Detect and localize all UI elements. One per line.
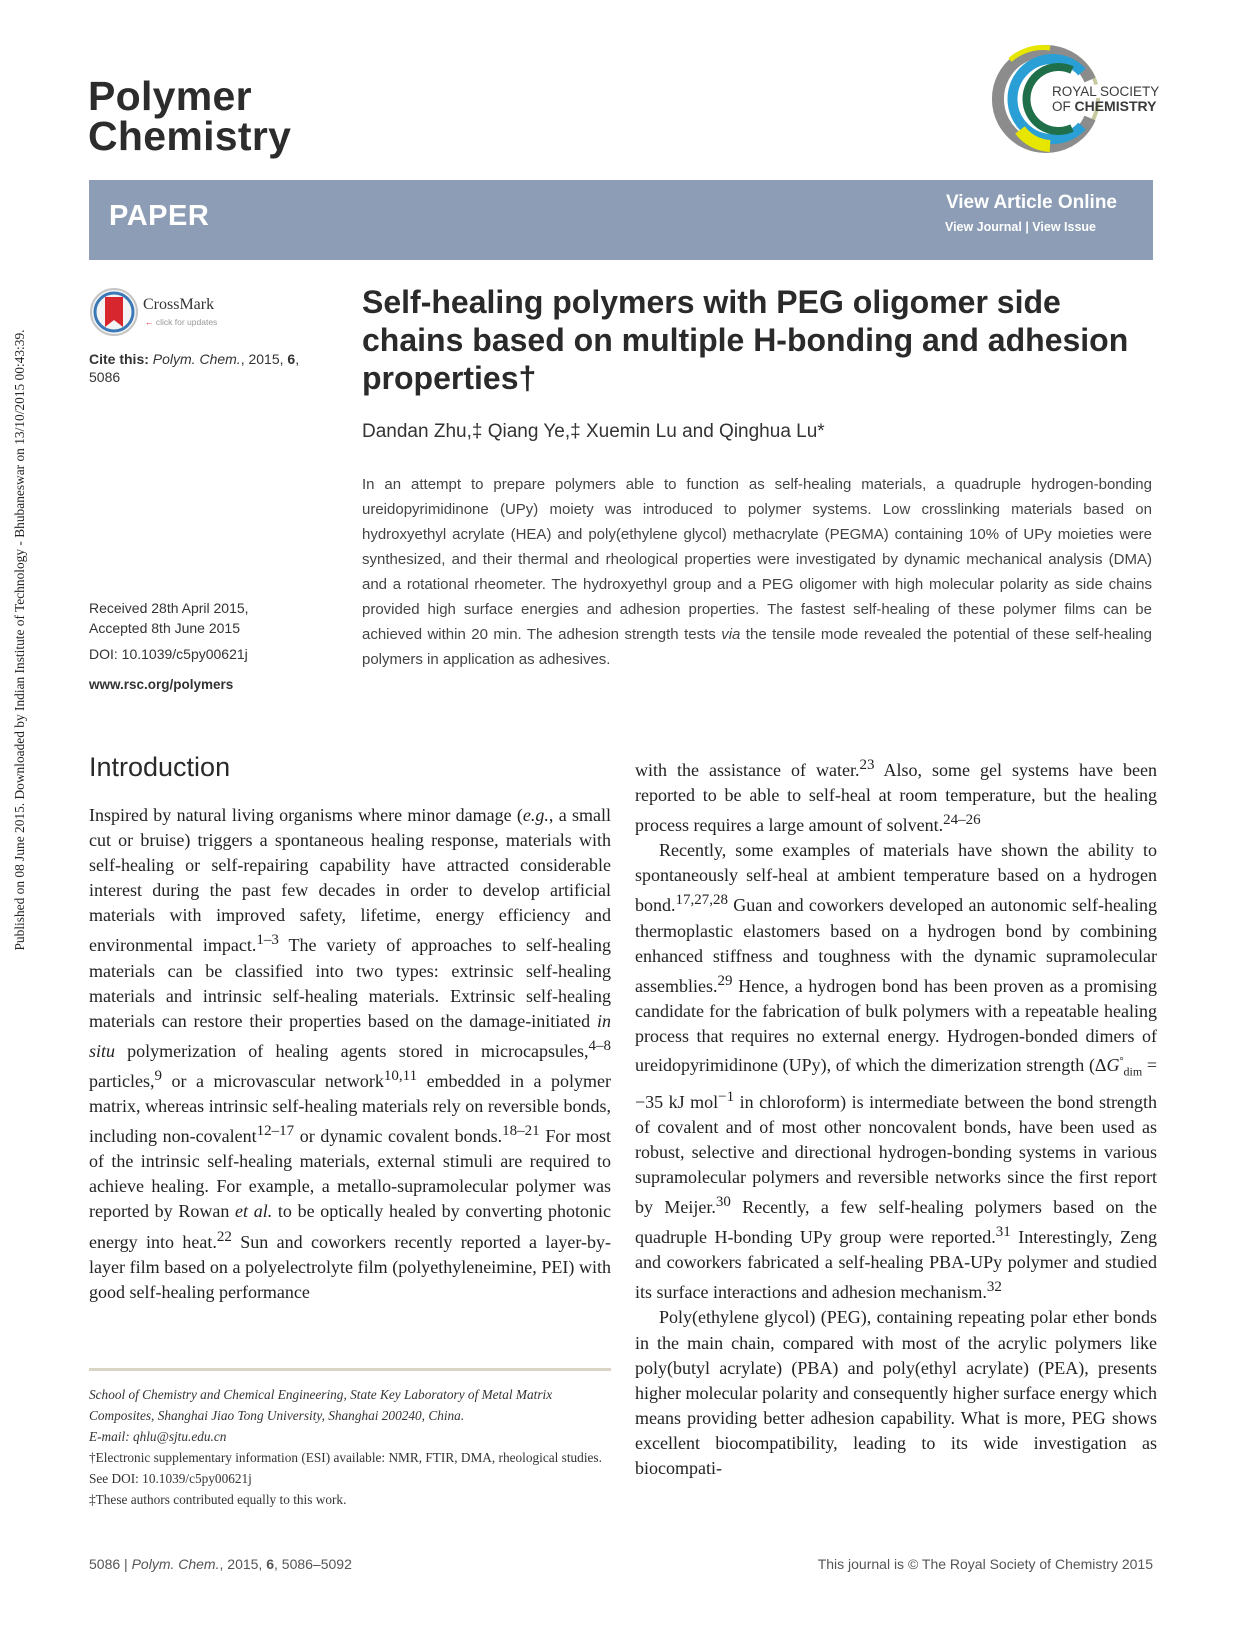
citation-ref[interactable]: 29 <box>717 972 733 989</box>
intro-paragraph: Recently, some examples of materials have shown the ability to spontaneously self-heal at ambient temperature based on a hydrogen bond.$^{17,27,28}$ Guan and coworkers developed an autonomic self-healing thermoplastic elastomers based on a hydrogen bond by combining enhanced stiffness and toughness with the dynamic supramolecular assemblies.$^{29}$ Hence, a hydrogen bond has been proven as a promising candidate for the fabrication of bulk polymers with a repeatable healing process that requires no external energy. Hydrogen-bonded dimers of ureidopyrimidinone (UPy), of which the dimerization strength ($\Delta G^\circ_{dim} = -35$ kJ mol$^{-1}$ in chloroform) is intermediate between the bond strength of covalent and of most other noncovalent bonds, have been used as robust, selective and directional hydrogen-bonding systems in various supramolecular polymers and reversible networks since the first report by Meijer.$^{30}$ Recently, a few self-healing polymers based on the quadruple H-bonding UPy group were reported.$^{31}$ Interestingly, Zeng and coworkers fabricated a self-healing PBA-UPy polymer and studied its surface interactions and adhesion mechanism.$^{32}$ <box>635 840 1157 1303</box>
journal-website-link[interactable]: www.rsc.org/polymers <box>89 677 234 692</box>
cite-label: Cite this: <box>89 351 149 367</box>
cite-sep: , <box>295 351 300 367</box>
introduction-heading: Introduction <box>89 752 231 782</box>
citation-ref[interactable]: 18–21 <box>502 1123 540 1140</box>
contact-email[interactable]: E-mail: qhlu@sjtu.edu.cn <box>89 1429 227 1444</box>
intro-paragraph: with the assistance of water.$^{23}$ Also, some gel systems have been reported to be able to self-heal at room temperature, but the healing process requires a large amount of solvent.$^{24-26}$ <box>635 757 1157 836</box>
abstract <box>362 472 1152 672</box>
doi: DOI: 10.1039/c5py00621j <box>89 646 248 662</box>
copyright-notice: This journal is © The Royal Society of Chemistry 2015 <box>817 1556 1153 1572</box>
equal-contribution-note: ‡These authors contributed equally to this work. <box>89 1492 347 1507</box>
citation-ref[interactable]: 17,27,28 <box>675 892 728 909</box>
journal-name-line1: Polymer <box>88 73 252 119</box>
page-number: 5086 <box>89 1556 121 1572</box>
view-article-online-link[interactable]: View Article Online <box>945 192 1117 213</box>
view-links-separator: | <box>1021 220 1033 234</box>
journal-name <box>88 73 292 159</box>
footnote-divider <box>89 1368 611 1371</box>
received-date: Received 28th April 2015, <box>89 600 249 616</box>
rsc-logo-of: OF <box>1052 99 1075 114</box>
article-type-banner <box>89 180 1153 260</box>
citation-ref[interactable]: 31 <box>995 1224 1011 1241</box>
citation-ref[interactable]: 24–26 <box>943 812 981 829</box>
abstract-part1: In an attempt to prepare polymers able to function as self-healing materials, a quadruple hydrogen-bonding ureidopyrimidinone (UPy) moiety was introduced to polymer systems. Low crosslinking materials based on hydroxyethyl acrylate (HEA) and poly(ethylene glycol) methacrylate (PEGMA) containing 10% of UPy moieties were synthesized, and their thermal and rheological properties were investigated by dynamic mechanical analysis (DMA) and a rotational rheometer. The hydroxyethyl group and a PEG oligomer with high molecular polarity as side chains provided high surface energies and adhesion properties. The fastest self-healing of these polymer films can be achieved within 20 min. The adhesion strength tests <box>362 476 1152 643</box>
download-stamp <box>8 240 32 1040</box>
rsc-logo-text <box>1052 84 1159 114</box>
journal-name-line2: Chemistry <box>88 113 292 159</box>
citation-ref[interactable]: 23 <box>859 757 875 773</box>
citation-ref[interactable]: 30 <box>715 1194 731 1211</box>
intro-left-column <box>89 803 611 1305</box>
crossmark-subtitle: ← click for updates <box>145 317 218 327</box>
authors: Dandan Zhu,‡ Qiang Ye,‡ Xuemin Lu and Qinghua Lu* <box>362 421 825 442</box>
view-journal-link[interactable]: View Journal <box>944 220 1022 234</box>
citation-ref[interactable]: 22 <box>216 1228 232 1245</box>
rsc-logo-line2 <box>1052 99 1159 114</box>
footer-journal: Polym. Chem. <box>131 1556 220 1572</box>
intro-right-column <box>635 753 1157 1481</box>
cite-year: , 2015, <box>240 351 288 367</box>
cite-journal: Polym. Chem. <box>152 351 241 367</box>
intro-paragraph: Inspired by natural living organisms where minor damage (e.g., a small cut or bruise) triggers a spontaneous healing response, materials with self-healing or self-repairing capability have attracted considerable interest during the past few decades in order to develop artificial materials with improved safety, lifetime, energy efficiency and environmental impact.$^{1-3}$ The variety of approaches to self-healing materials can be classified into two types: extrinsic self-healing materials and intrinsic self-healing materials. Extrinsic self-healing materials can restore their properties based on the damage-initiated in situ polymerization of healing agents stored in microcapsules,$^{4-8}$ particles,$^9$ or a microvascular network$^{10,11}$ embedded in a polymer matrix, whereas intrinsic self-healing materials rely on reversible bonds, including non-covalent$^{12-17}$ or dynamic covalent bonds.$^{18-21}$ For most of the intrinsic self-healing materials, external stimuli are required to achieve healing. For example, a metallo-supramolecular polymer was reported by Rowan et al. to be optically healed by converting photonic energy into heat.$^{22}$ Sun and coworkers recently reported a layer-by-layer film based on a polyelectrolyte film (polyethyleneimine, PEI) with good self-healing performance <box>89 805 611 1302</box>
cite-page: 5086 <box>89 369 121 385</box>
view-issue-link[interactable]: View Issue <box>1032 220 1096 234</box>
accepted-date: Accepted 8th June 2015 <box>89 620 241 636</box>
article-title: Self-healing polymers with PEG oligomer side chains based on multiple H-bonding and adhesion properties† <box>362 284 1129 396</box>
page-footer: 5086 | Polym. Chem., 2015, 6, 5086–5092 This journal is © The Royal Society of Chemistry 2015 <box>89 1556 1153 1572</box>
citation-ref[interactable]: 9 <box>154 1067 162 1084</box>
citation-ref[interactable]: 12–17 <box>256 1123 295 1140</box>
footnotes <box>89 1384 611 1510</box>
intro-paragraph: Poly(ethylene glycol) (PEG), containing repeating polar ether bonds in the main chain, compared with most of the acrylic polymers like poly(butyl acrylate) (PBA) and poly(ethyl acrylate) (PEA), presents higher molecular polarity and consequently higher surface energy which means providing better adhesion capability. What is more, PEG shows excellent biocompatibility, leading to its wide investigation as biocompati- <box>635 1307 1157 1479</box>
cite-volume: 6 <box>287 351 296 367</box>
article-type-label: PAPER <box>109 200 210 232</box>
citation-ref[interactable]: 4–8 <box>588 1037 611 1054</box>
esi-note: †Electronic supplementary information (ESI) available: NMR, FTIR, DMA, rheological studies. See DOI: 10.1039/c5py00621j <box>89 1450 602 1486</box>
citation-ref[interactable]: 10,11 <box>383 1067 418 1084</box>
abstract-via: via <box>721 626 741 643</box>
download-stamp-text: Published on 08 June 2015. Downloaded by Indian Institute of Technology - Bhubaneswar on 13/10/2015 00:43:39. <box>12 329 27 951</box>
view-links <box>945 220 1096 234</box>
citation <box>89 350 299 386</box>
rsc-logo-chemistry: CHEMISTRY <box>1074 98 1157 114</box>
crossmark-badge[interactable] <box>89 287 259 337</box>
abstract-part2: the tensile mode revealed the potential of these self-healing polymers in application as adhesives. <box>362 626 1152 668</box>
crossmark-title: CrossMark <box>143 296 215 313</box>
affiliation: School of Chemistry and Chemical Engineering, State Key Laboratory of Metal Matrix Composites, Shanghai Jiao Tong University, Shanghai 200240, China. <box>89 1387 553 1423</box>
rsc-logo-line1: ROYAL SOCIETY <box>1052 84 1160 99</box>
crossmark-icon <box>89 287 139 337</box>
citation-ref[interactable]: 1–3 <box>256 932 279 949</box>
citation-ref[interactable]: 32 <box>986 1279 1002 1296</box>
